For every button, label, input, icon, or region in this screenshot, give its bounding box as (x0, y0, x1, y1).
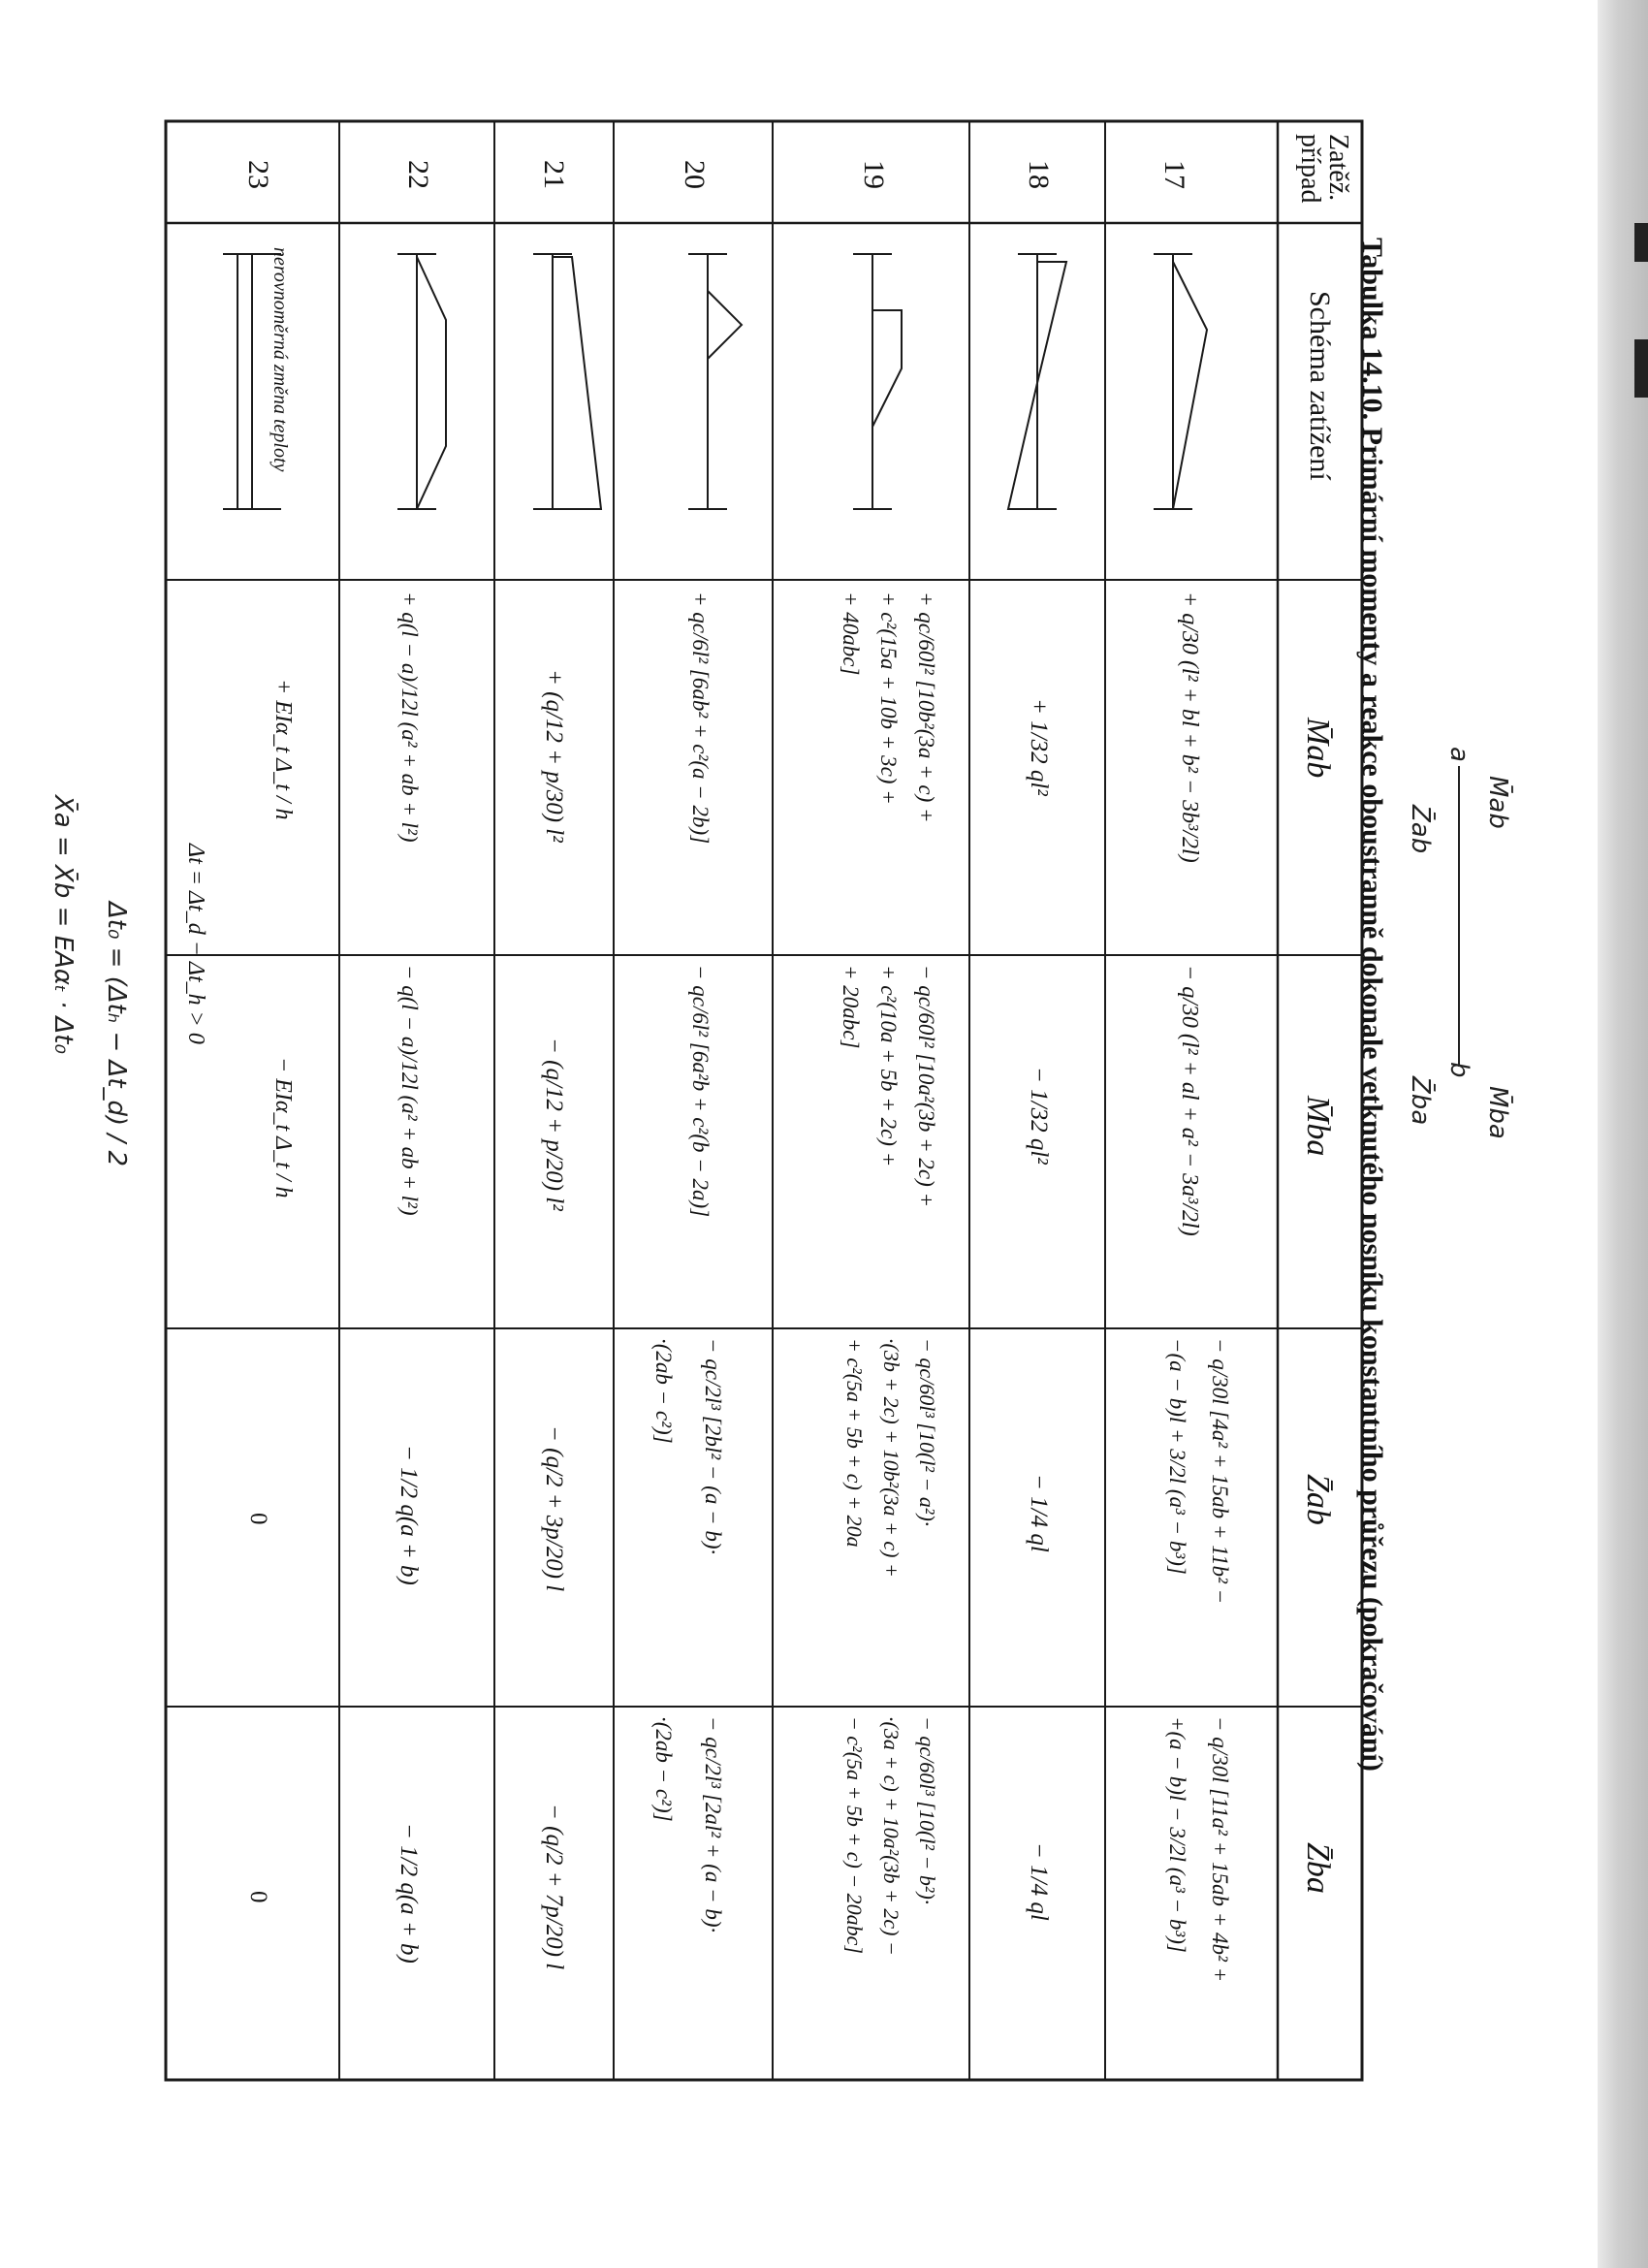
cell-18-zab: − 1/4 ql (1026, 1474, 1052, 1552)
cell-20-mab: + qc/6l² [6ab² + c²(a − 2b)] (688, 591, 713, 845)
formula-line: + qc/60l² [10b²(3a + c) + (914, 591, 938, 823)
formula-line: + c²(10a + 5b + 2c) + (875, 965, 901, 1167)
formula-line: + c²(5a + 5b + c) + 20a (842, 1338, 868, 1548)
header-zba-overlay: Z̄ba (1300, 1842, 1336, 1894)
hand-m-ab: M̄ab (1483, 776, 1512, 829)
case-number-overlay: 19 (858, 160, 890, 189)
formula-text: − q/30 (l² + al + a² − 3a³/2l) (1177, 965, 1202, 1236)
case-number-overlay: 17 (1158, 160, 1190, 189)
hand-z-ab: Z̄ab (1406, 805, 1435, 854)
header-case-overlay (1295, 134, 1352, 204)
hand-a: a (1444, 747, 1474, 762)
scheme-23-caption: nerovnoměrná změna teploty (269, 247, 291, 472)
hand-z-ba: Z̄ba (1406, 1076, 1435, 1126)
header-mab-overlay: M̄ab (1300, 718, 1336, 779)
formula-line: − qc/60l³ [10(l² − a²)· (915, 1338, 939, 1527)
cell-20-mba: − qc/6l² [6a²b + c²(b − 2a)] (688, 965, 713, 1218)
cell-17-zab (1157, 1338, 1241, 1604)
cell-18-mba: − 1/32 ql² (1026, 1067, 1052, 1165)
cell-23-note: Δt = Δt_d − Δt_h > 0 (183, 844, 208, 1044)
cell-22-mab: + q(l − a)/12l (a² + ab + l²) (397, 591, 422, 843)
cell-23-zab: 0 (245, 1513, 271, 1525)
cell-17-mab (1176, 591, 1202, 863)
header-case-line2: případ (1294, 134, 1325, 204)
formula-line: + 20abc] (838, 965, 863, 1049)
cell-21-mba: − (q/12 + p/20) l² (541, 1038, 567, 1211)
cell-19-mab (832, 591, 945, 823)
cell-22-mba: − q(l − a)/12l (a² + ab + l²) (397, 965, 422, 1216)
cell-18-zba: − 1/4 ql (1026, 1842, 1052, 1921)
table-title-overlay: Tabulka 14.10. Primární momenty a reakce oboustranně dokonale vetknutého nosníku konstantního průřezu (pokračování) (1356, 238, 1388, 1772)
formula-line: − qc/2l³ [2bl² − (a − b)· (701, 1338, 725, 1555)
cell-23-zba: 0 (245, 1891, 271, 1903)
hand-m-ba: M̄ba (1483, 1086, 1512, 1139)
cell-21-zab: − (q/2 + 3p/20) l (541, 1425, 567, 1592)
formula-line: + c²(15a + 10b + 3c) + (875, 591, 901, 805)
cell-21-zba: − (q/2 + 7p/20) l (541, 1804, 567, 1970)
formula-line: −(a − b)l + 3/2l (a³ − b³)] (1165, 1338, 1190, 1575)
header-scheme-overlay: Schéma zatížení (1304, 291, 1336, 481)
header-case-line1: Zatěž. (1323, 134, 1353, 202)
formula-line: − c²(5a + 5b + c) − 20abc] (842, 1716, 868, 1954)
case-number-overlay: 21 (538, 160, 570, 189)
header-mba-overlay: M̄ba (1300, 1096, 1336, 1157)
case-number-overlay: 18 (1023, 160, 1055, 189)
formula-line: − qc/60l² [10a²(3b + 2c) + (914, 965, 938, 1208)
formula-line: − q/30l [4a² + 15ab + 11b² − (1208, 1338, 1232, 1605)
cell-23-mab: + EIα_t Δ_t / h (270, 679, 296, 820)
cell-20-zba (639, 1716, 737, 1933)
header-zab-overlay: Z̄ab (1300, 1474, 1336, 1525)
formula-line: ·(2ab − c²)] (651, 1716, 677, 1822)
case-number-overlay: 23 (242, 160, 274, 189)
formula-line: − qc/2l³ [2al² + (a − b)· (701, 1716, 725, 1933)
formula-text: + q/30 (l² + bl + b² − 3b³/2l) (1177, 591, 1202, 863)
cell-22-zab: − 1/2 q(a + b) (396, 1445, 422, 1585)
formula-line: ·(2ab − c²)] (651, 1338, 677, 1444)
formula-line: +(a − b)l − 3/2l (a³ − b³)] (1165, 1716, 1190, 1953)
cell-17-mba (1176, 965, 1202, 1236)
cell-19-zab (837, 1338, 945, 1578)
case-number-overlay: 20 (679, 160, 711, 189)
cell-18-mab: + 1/32 ql² (1026, 698, 1052, 796)
cell-19-zba (837, 1716, 945, 1956)
hand-x-formula: X̄a = X̄b = EAαₜ · Δt₀ (48, 795, 78, 1054)
cell-23-mba: − EIα_t Δ_t / h (270, 1057, 296, 1198)
formula-line: ·(3a + c) + 10a²(3b + 2c) − (878, 1716, 903, 1956)
formula-line: + 40abc] (838, 591, 863, 676)
hand-b: b (1444, 1062, 1474, 1078)
cell-17-zba (1157, 1716, 1241, 1982)
cell-20-zab (639, 1338, 737, 1554)
hand-dz-formula: Δt₀ = (Δtₕ − Δt_d) / 2 (102, 902, 131, 1166)
cell-21-mab: + (q/12 + p/30) l² (541, 669, 567, 843)
cell-19-mba (832, 965, 945, 1207)
case-number-overlay: 22 (402, 160, 434, 189)
cell-22-zba: − 1/2 q(a + b) (396, 1823, 422, 1964)
formula-line: − qc/60l³ [10(l² − b²)· (915, 1716, 939, 1905)
formula-line: − q/30l [11a² + 15ab + 4b² + (1208, 1716, 1232, 1983)
formula-line: ·(3b + 2c) + 10b²(3a + c) + (878, 1338, 903, 1578)
